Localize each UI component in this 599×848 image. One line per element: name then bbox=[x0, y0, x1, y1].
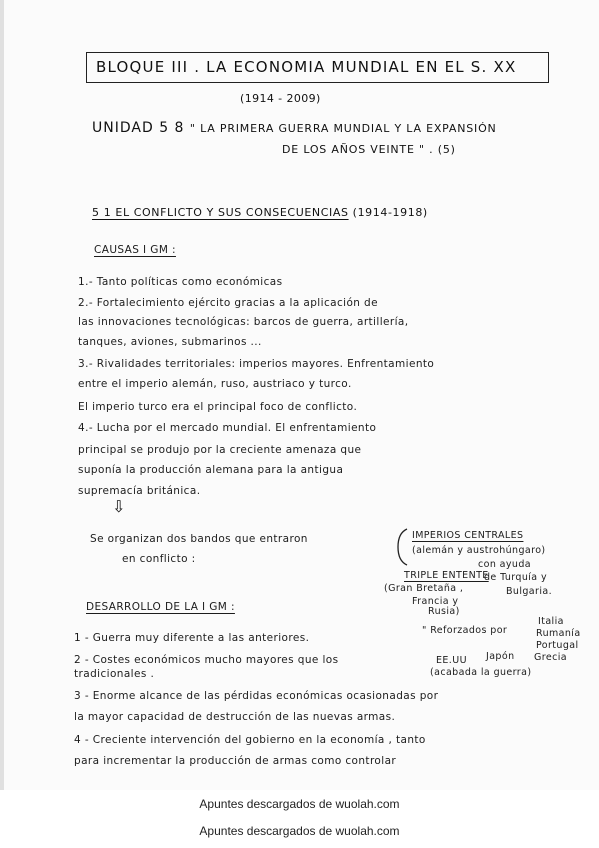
ally-right: Rumanía bbox=[536, 628, 581, 639]
triple-entente-members: (Gran Bretaña , bbox=[384, 583, 464, 594]
central-powers-title: IMPERIOS CENTRALES bbox=[412, 530, 524, 541]
causes-line: 2.- Fortalecimiento ejército gracias a la aplicación de bbox=[78, 297, 378, 309]
down-arrow-icon: ⇩ bbox=[112, 497, 126, 516]
unit-title-line2: DE LOS AÑOS VEINTE " . (5) bbox=[282, 143, 456, 156]
causes-line: suponía la producción alemana para la antigua bbox=[78, 464, 344, 476]
entente-allies: de Turquía y bbox=[484, 572, 547, 583]
central-powers-note: con ayuda bbox=[478, 559, 531, 570]
causes-line: entre el imperio alemán, ruso, austriaco y turco. bbox=[78, 378, 352, 390]
triple-entente-members-3: Rusia) bbox=[428, 606, 460, 617]
unit-title-line1: " LA PRIMERA GUERRA MUNDIAL Y LA EXPANSIÓN bbox=[189, 122, 497, 135]
section-years: (1914-1918) bbox=[352, 206, 428, 219]
ally-right: Portugal bbox=[536, 640, 579, 651]
ally-mid: Japón bbox=[486, 651, 515, 662]
block-title: BLOQUE III . LA ECONOMIA MUNDIAL EN EL S. XX bbox=[96, 58, 517, 76]
section-title: 5 1 EL CONFLICTO Y SUS CONSECUENCIAS bbox=[92, 206, 349, 219]
development-line: 4 - Creciente intervención del gobierno en la economía , tanto bbox=[74, 734, 426, 746]
ally-right: Italia bbox=[538, 616, 564, 627]
development-heading: DESARROLLO DE LA I GM : bbox=[86, 601, 235, 613]
triple-entente-members-2: Francia y bbox=[412, 596, 459, 607]
development-line: la mayor capacidad de destrucción de las nuevas armas. bbox=[74, 711, 396, 723]
development-line: tradicionales . bbox=[74, 668, 155, 680]
ally-right: Grecia bbox=[534, 652, 567, 663]
block-years: (1914 - 2009) bbox=[240, 92, 321, 105]
unit-heading bbox=[92, 120, 497, 136]
brace-icon bbox=[394, 527, 408, 567]
central-powers-members: (alemán y austrohúngaro) bbox=[412, 545, 546, 556]
causes-line: tanques, aviones, submarinos ... bbox=[78, 336, 262, 348]
entente-allies-2: Bulgaria. bbox=[506, 586, 553, 597]
reinforced-label: " Reforzados por bbox=[422, 625, 508, 636]
causes-line: supremacía británica. bbox=[78, 485, 201, 497]
blocs-intro-line1: Se organizan dos bandos que entraron bbox=[90, 533, 308, 545]
causes-line: 4.- Lucha por el mercado mundial. El enfrentamiento bbox=[78, 422, 377, 434]
causes-line: 1.- Tanto políticas como económicas bbox=[78, 276, 283, 288]
development-line: 1 - Guerra muy diferente a las anteriores. bbox=[74, 632, 310, 644]
development-line: 3 - Enorme alcance de las pérdidas económicas ocasionadas por bbox=[74, 690, 439, 702]
unit-label: UNIDAD 5 8 bbox=[92, 120, 185, 136]
causes-line: El imperio turco era el principal foco de conflicto. bbox=[78, 401, 358, 413]
ally-left-note: (acabada la guerra) bbox=[430, 667, 532, 678]
development-line: para incrementar la producción de armas como controlar bbox=[74, 755, 397, 767]
causes-line: principal se produjo por la creciente amenaza que bbox=[78, 444, 362, 456]
causes-line: 3.- Rivalidades territoriales: imperios mayores. Enfrentamiento bbox=[78, 358, 435, 370]
development-line: 2 - Costes económicos mucho mayores que los bbox=[74, 654, 339, 666]
causes-heading: CAUSAS I GM : bbox=[94, 244, 176, 256]
triple-entente-title: TRIPLE ENTENTE bbox=[404, 570, 489, 581]
causes-line: las innovaciones tecnológicas: barcos de guerra, artillería, bbox=[78, 316, 409, 328]
section-heading bbox=[92, 206, 428, 219]
blocs-intro-line2: en conflicto : bbox=[122, 553, 196, 565]
ally-left: EE.UU bbox=[436, 655, 467, 666]
footer-watermark-1: Apuntes descargados de wuolah.com bbox=[199, 797, 400, 811]
binder-edge bbox=[0, 0, 4, 790]
footer-watermark-2: Apuntes descargados de wuolah.com bbox=[199, 824, 400, 838]
